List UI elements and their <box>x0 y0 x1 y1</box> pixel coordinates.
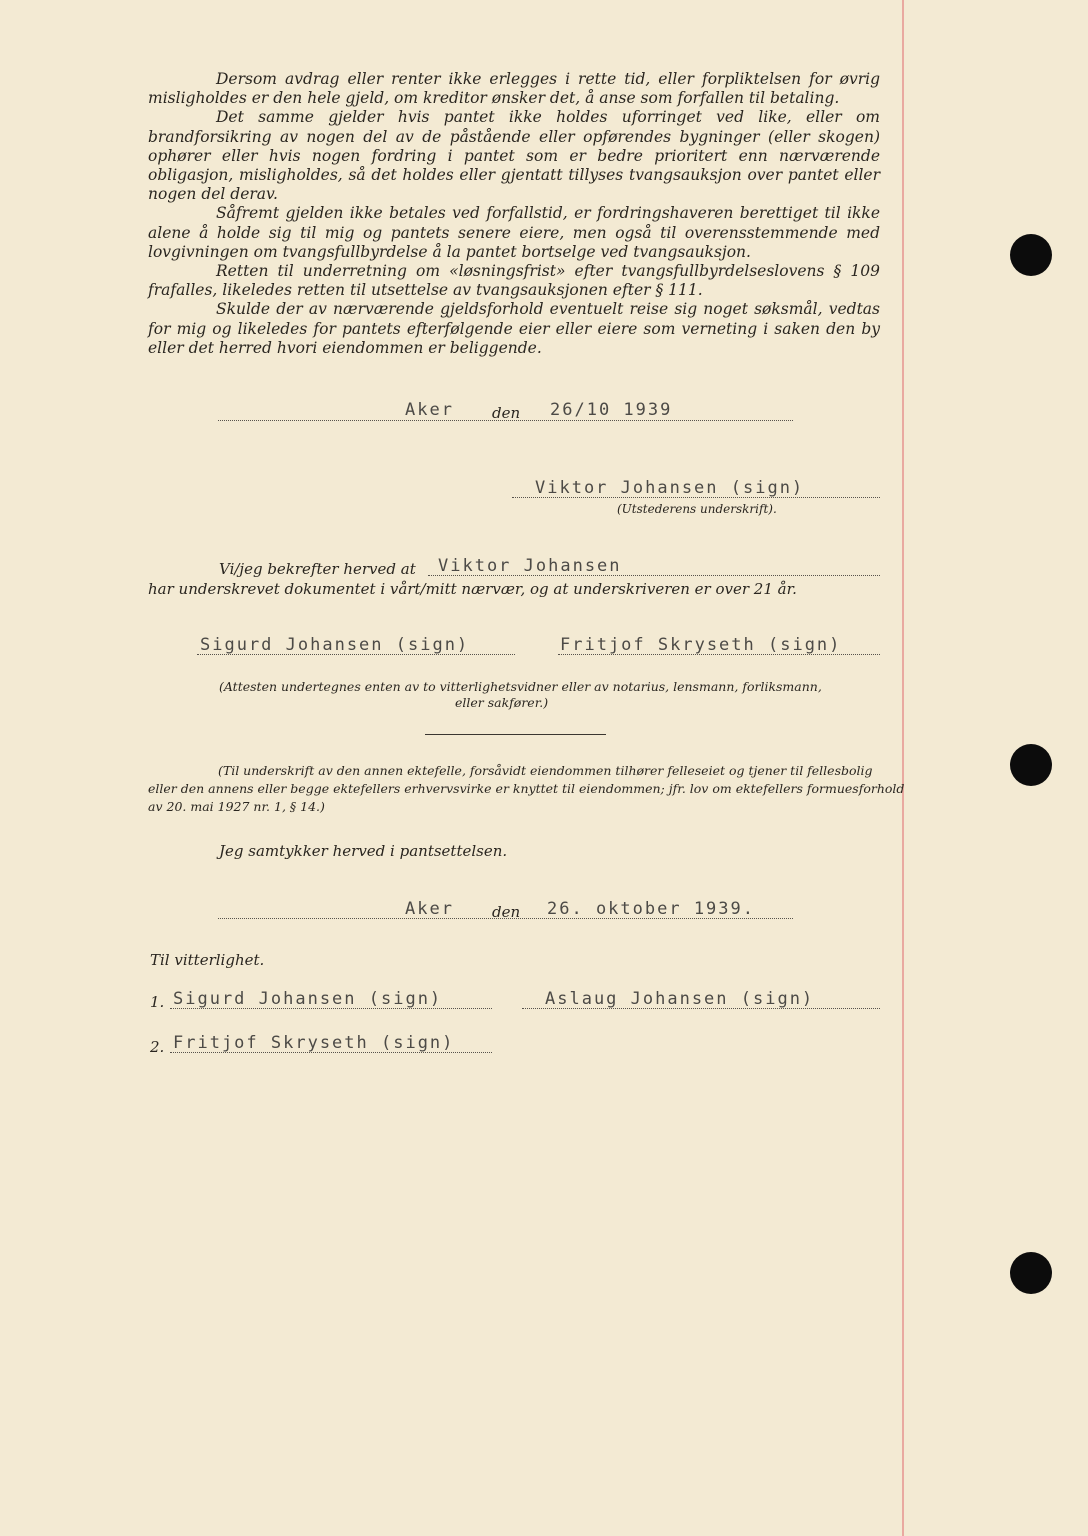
witness-number: 2. <box>150 1038 165 1056</box>
margin-line <box>902 0 904 1536</box>
place-field: Aker <box>405 400 454 420</box>
confirm-line2: har underskrevet dokumentet i vårt/mitt nærvær, og at underskriveren er over 21 år. <box>148 580 797 598</box>
paragraph: Retten til underretning om «løsningsfrist» efter tvangsfullbyrdelseslovens § 109 frafalles, likeledes retten til utsettelse av tvangsauksjonen efter § 111. <box>148 262 880 300</box>
issuer-caption: (Utstederens underskrift). <box>617 502 777 516</box>
spouse-note: av 20. mai 1927 nr. 1, § 14.) <box>148 799 325 814</box>
paragraph: Det samme gjelder hvis pantet ikke holdes uforringet ved like, eller om brandforsikring av nogen del av de påstående eller opførendes bygninger (eller skogen) ophører eller hvis nogen fordring i pantet som er bedre prioritert enn nærværende obligasjon, misligholdes, så det holdes eller gjentatt tillyses tvangsauksjon over pantet eller nogen del derav. <box>148 108 880 204</box>
confirm-prefix: Vi/jeg bekrefter herved at <box>219 560 416 578</box>
witness-number: 1. <box>150 993 165 1011</box>
paragraph: Dersom avdrag eller renter ikke erlegges i rette tid, eller forpliktelsen for øvrig misligholdes er den hele gjeld, om kreditor ønsker det, å anse som forfallen til betaling. <box>148 70 880 108</box>
confirm-name: Viktor Johansen <box>438 556 622 576</box>
date-field: 26. oktober 1939. <box>547 899 755 919</box>
divider <box>425 734 606 735</box>
vitness-signature-1: Sigurd Johansen (sign) <box>173 989 443 1009</box>
spouse-note: (Til underskrift av den annen ektefelle, forsåvidt eiendommen tilhører felleseiet og tjener til fellesbolig <box>218 763 873 778</box>
witness-1: Sigurd Johansen (sign) <box>200 635 470 655</box>
issuer-signature: Viktor Johansen (sign) <box>535 478 805 498</box>
place-field: Aker <box>405 899 454 919</box>
punch-hole <box>1010 744 1052 786</box>
witness-note: (Attesten undertegnes enten av to vitterlighetsvidner eller av notarius, lensmann, forliksmann, <box>219 679 822 694</box>
vitterlighet-heading: Til vitterlighet. <box>150 951 265 969</box>
punch-hole <box>1010 1252 1052 1294</box>
vitness-signature-2: Fritjof Skryseth (sign) <box>173 1033 455 1053</box>
witness-note: eller sakfører.) <box>455 695 549 710</box>
spouse-note: eller den annens eller begge ektefellers erhvervsvirke er knyttet til eiendommen; jfr. lov om ektefellers formuesforhold <box>148 781 905 796</box>
paragraph: Skulde der av nærværende gjeldsforhold eventuelt reise sig noget søksmål, vedtas for mig og likeledes for pantets efterfølgende eier eller eiere som verneting i saken den by eller det herred hvori eiendommen er beliggende. <box>148 300 880 357</box>
witness-2: Fritjof Skryseth (sign) <box>560 635 842 655</box>
consent-text: Jeg samtykker herved i pantsettelsen. <box>219 842 508 860</box>
paragraph: Såfremt gjelden ikke betales ved forfallstid, er fordringshaveren berettiget til ikke alene å holde sig til mig og pantets senere eiere, men også til overensstemmende med lovgivningen om tvangsfullbyrdelse å la pantet bortselge ved tvangsauksjon. <box>148 204 880 261</box>
den-label: den <box>492 903 521 921</box>
date-field: 26/10 1939 <box>550 400 673 420</box>
terms-paragraphs <box>148 70 880 358</box>
punch-hole <box>1010 234 1052 276</box>
den-label: den <box>492 404 521 422</box>
spouse-signature: Aslaug Johansen (sign) <box>545 989 815 1009</box>
